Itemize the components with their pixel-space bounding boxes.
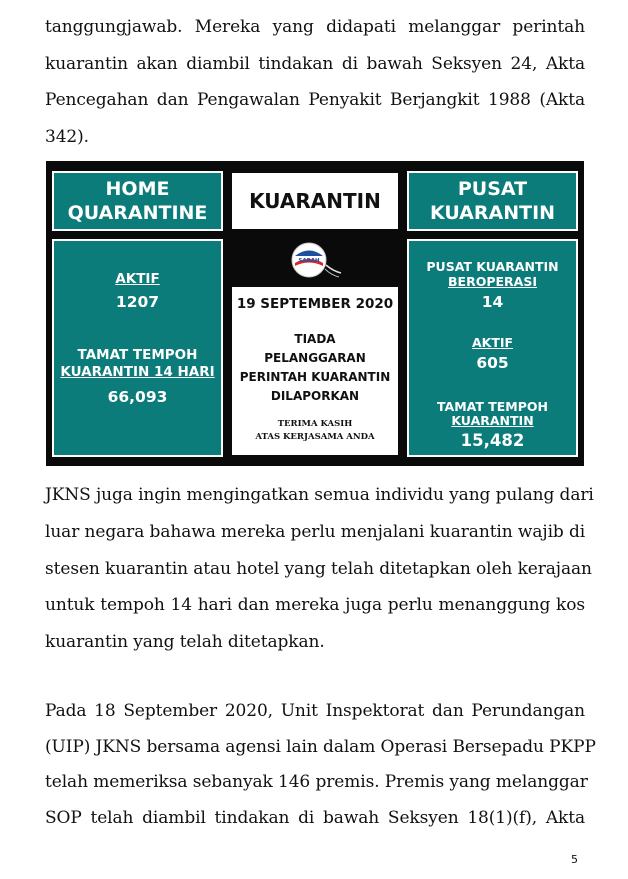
home-tamat-label-line2: KUARANTIN 14 HARI — [60, 364, 215, 380]
text-line: Pada 18 September 2020, Unit Inspektorat dan Perundangan — [45, 701, 585, 721]
kuarantin-header — [230, 171, 400, 231]
text-line: Pencegahan dan Pengawalan Penyakit Berjangkit 1988 (Akta — [45, 90, 585, 110]
paragraph-2 — [45, 477, 594, 661]
text-line: stesen kuarantin atau hotel yang telah ditetapkan oleh kerajaan — [45, 558, 592, 579]
pusat-kuarantin-title-line2: KUARANTIN — [429, 202, 556, 224]
quarantine-infographic — [46, 161, 584, 466]
paragraph-3 — [45, 694, 596, 836]
home-quarantine-stats — [52, 239, 223, 457]
home-aktif-label: AKTIF — [115, 271, 160, 287]
pusat-kuarantin-stats — [407, 239, 578, 457]
text-line: 342). — [45, 126, 89, 147]
pusat-operasi-label-line1: PUSAT KUARANTIN — [426, 259, 559, 274]
pusat-kuarantin-title-line1: PUSAT — [457, 178, 528, 200]
text-line: (UIP) JKNS bersama agensi lain dalam Operasi Bersepadu PKPP — [45, 736, 596, 757]
home-aktif-value: 1207 — [115, 293, 160, 311]
text-line: luar negara bahawa mereka perlu menjalani kuarantin wajib di — [45, 521, 586, 542]
pusat-tamat-value: 15,482 — [460, 431, 525, 450]
kuarantin-title: KUARANTIN — [249, 189, 381, 213]
text-line: telah memeriksa sebanyak 146 premis. Premis yang melanggar — [45, 772, 588, 792]
home-quarantine-title-line1: HOME — [105, 178, 170, 200]
notice-line2: PELANGGARAN — [264, 351, 366, 365]
pusat-tamat-label-line2: KUARANTIN — [451, 413, 534, 428]
sabah-logo — [289, 241, 343, 279]
text-line: kuarantin akan diambil tindakan di bawah Seksyen 24, Akta — [45, 53, 585, 74]
pusat-aktif-label: AKTIF — [471, 335, 514, 350]
pusat-operasi-label-line2: BEROPERASI — [448, 274, 537, 289]
paragraph-1 — [45, 9, 585, 155]
pusat-kuarantin-header — [407, 171, 578, 231]
text-line: SOP telah diambil tindakan di bawah Seksyen 18(1)(f), Akta — [45, 807, 585, 828]
notice-line1: TIADA — [294, 332, 336, 346]
text-line: kuarantin yang telah ditetapkan. — [45, 632, 325, 653]
home-quarantine-title-line2: QUARANTINE — [67, 202, 208, 224]
home-quarantine-header — [52, 171, 223, 231]
report-date: 19 SEPTEMBER 2020 — [236, 296, 394, 312]
notice-line3: PERINTAH KUARANTIN — [239, 370, 391, 384]
pusat-operasi-value: 14 — [481, 293, 504, 311]
text-line: untuk tempoh 14 hari dan mereka juga perlu menanggung kos — [45, 595, 585, 616]
home-tamat-label-line1: TAMAT TEMPOH — [77, 347, 198, 363]
pusat-aktif-value: 605 — [476, 354, 509, 372]
text-line: JKNS juga ingin mengingatkan semua individu yang pulang dari — [45, 485, 594, 505]
pusat-tamat-label-line1: TAMAT TEMPOH — [436, 399, 548, 414]
thanks-line2: ATAS KERJASAMA ANDA — [255, 432, 375, 442]
text-line: tanggungjawab. Mereka yang didapati melanggar perintah — [45, 17, 585, 37]
page-number: 5 — [571, 853, 578, 866]
logo-text: SABAH — [298, 258, 320, 264]
center-notice-box — [230, 285, 400, 457]
notice-line4: DILAPORKAN — [270, 389, 360, 403]
home-tamat-value: 66,093 — [107, 388, 168, 406]
thanks-line1: TERIMA KASIH — [277, 419, 353, 429]
